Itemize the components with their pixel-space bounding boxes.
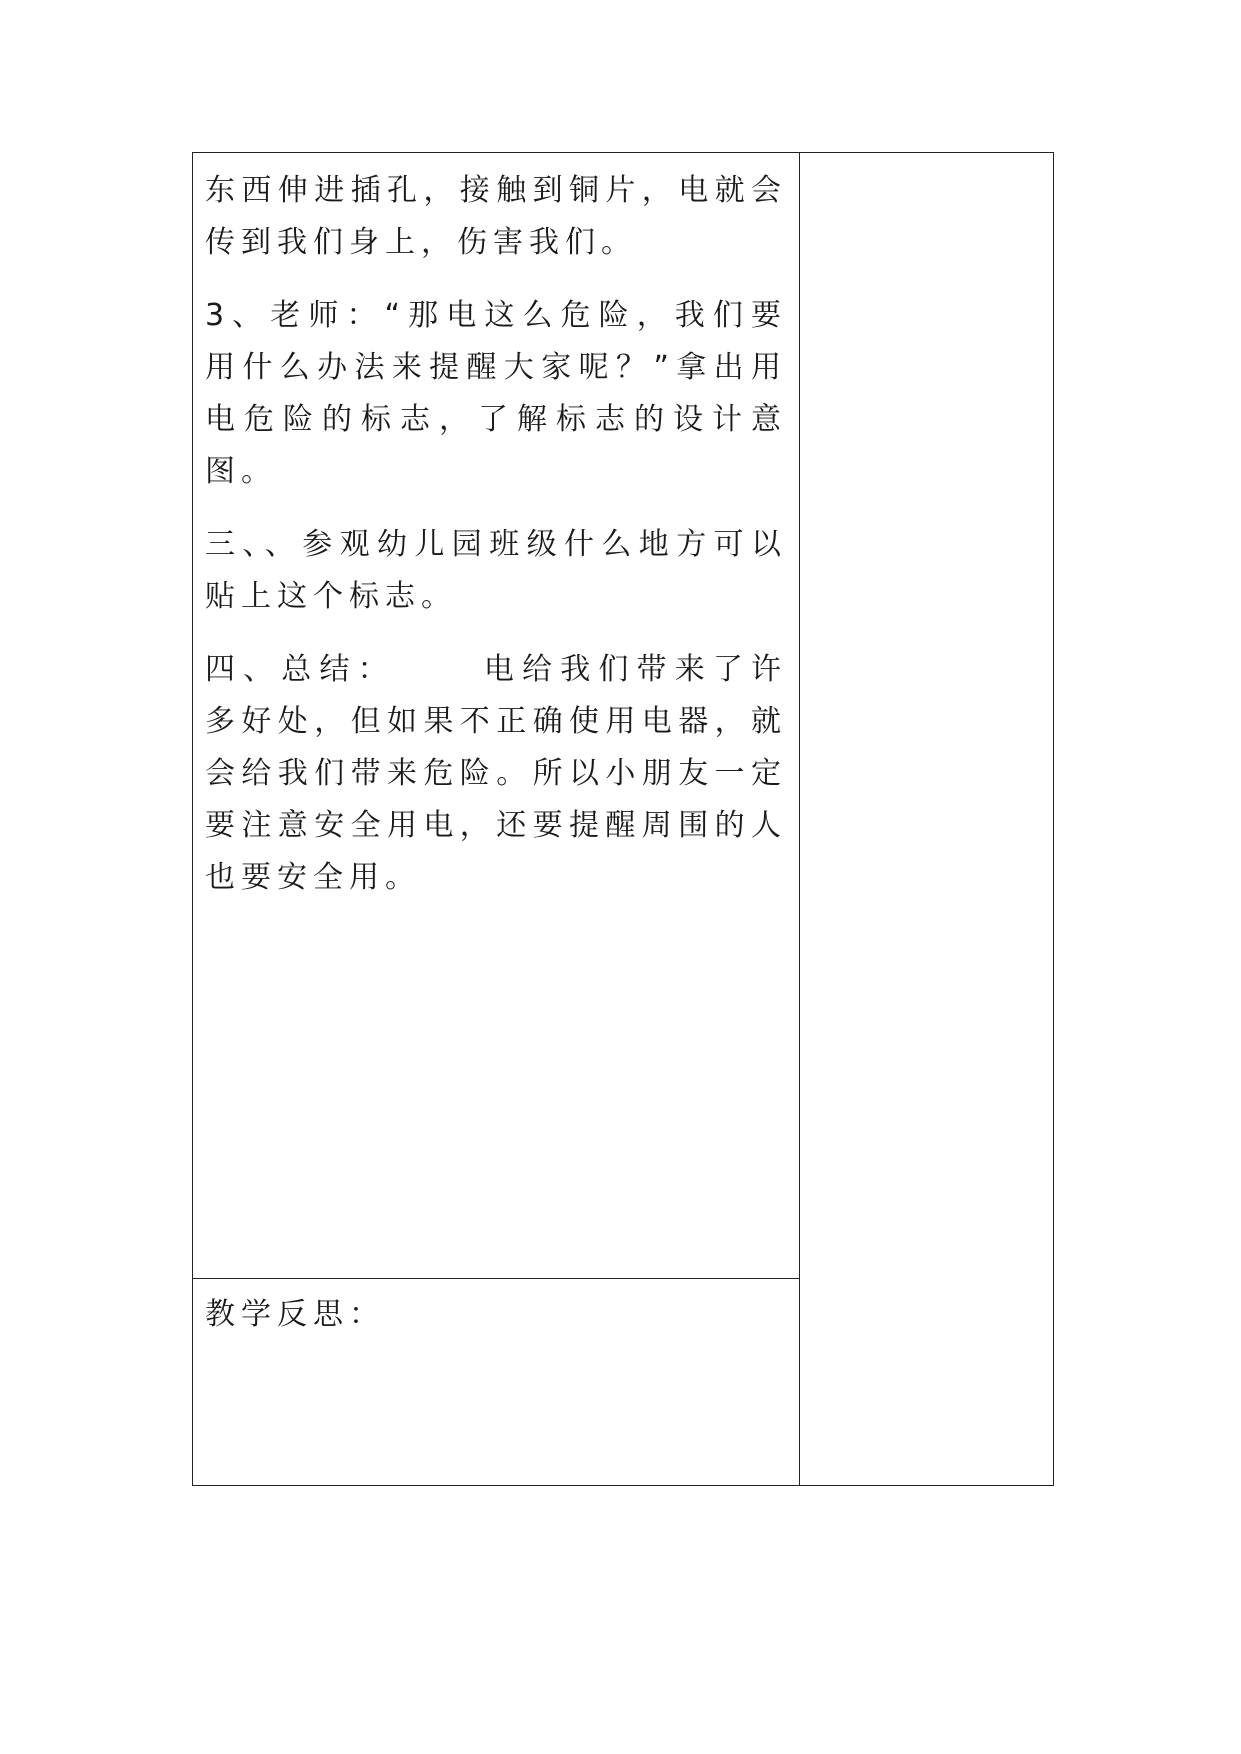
paragraph-teacher-question: 3、老师：“那电这么危险，我们要用什么办法来提醒大家呢？”拿出用电危险的标志，了解标志的设计意图。 xyxy=(205,298,787,489)
teaching-process-cell xyxy=(193,153,800,1279)
reflection-cell xyxy=(193,1279,800,1486)
process-row xyxy=(193,153,1054,1279)
paragraph-summary xyxy=(205,644,787,904)
lesson-plan-table xyxy=(192,152,1054,1486)
paragraph-continuation: 东西伸进插孔，接触到铜片，电就会传到我们身上，伤害我们。 xyxy=(205,173,787,260)
paragraph-visit-classroom: 三、、参观幼儿园班级什么地方可以贴上这个标志。 xyxy=(205,527,787,614)
summary-text: 电给我们带来了许多好处，但如果不正确使用电器，就会给我们带来危险。所以小朋友一定要注意安全用电，还要提醒周围的人也要安全用。 xyxy=(205,652,788,895)
notes-column-cell xyxy=(800,153,1054,1486)
reflection-label: 教学反思： xyxy=(205,1297,385,1332)
summary-label: 四、总结： xyxy=(205,652,396,687)
